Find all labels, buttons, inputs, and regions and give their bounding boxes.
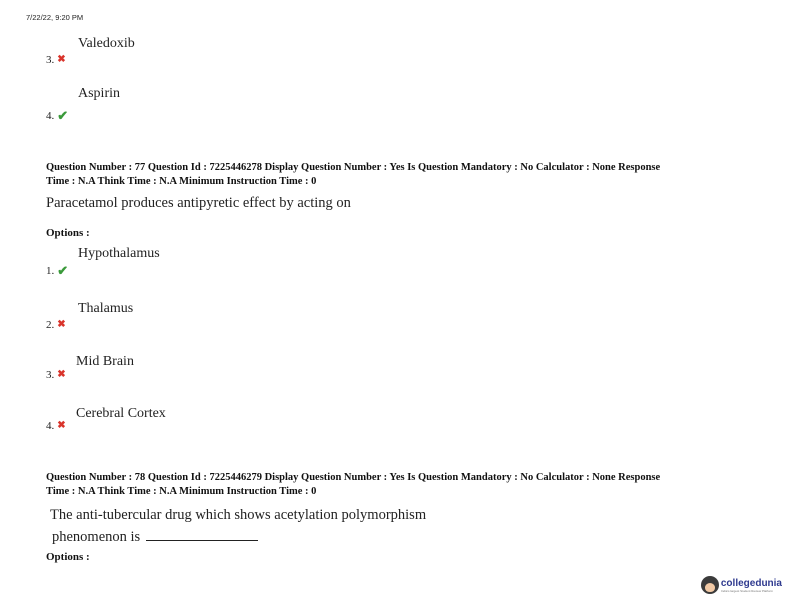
q77-option-3-number [46,369,66,381]
q77-question-text: Paracetamol produces antipyretic effect by acting on [46,195,351,211]
q77-option-1-number [46,264,68,277]
q77-option-4-text: Cerebral Cortex [76,406,166,421]
option-number: 3. [46,54,55,66]
q77-option-2-text: Thalamus [78,301,134,316]
collegedunia-logo [701,576,782,594]
wrong-mark-icon: ✖ [57,54,66,65]
q78-meta-line1: Question Number : 78 Question Id : 7225446279 Display Question Number : Yes Is Question Mandatory : No Calculator : None Response [46,472,661,483]
wrong-mark-icon: ✖ [57,369,66,380]
correct-check-icon: ✔ [57,263,69,278]
prev-option-4-text: Aspirin [78,86,120,101]
q77-option-4-number [46,420,66,432]
option-number: 1. [46,264,55,277]
print-timestamp: 7/22/22, 9:20 PM [26,13,84,22]
q77-option-1-text: Hypothalamus [78,246,160,261]
q77-option-3-text: Mid Brain [76,354,134,369]
q78-question-text-line1: The anti-tubercular drug which shows acetylation polymorphism [50,507,427,523]
prev-option-3-text: Valedoxib [78,36,135,51]
q77-meta [46,161,766,189]
logo-name: collegedunia [720,577,782,589]
option-number: 3. [46,369,55,381]
prev-option-3-number [46,54,66,66]
wrong-mark-icon: ✖ [57,420,66,431]
q77-meta-line1: Question Number : 77 Question Id : 7225446278 Display Question Number : Yes Is Question Mandatory : No Calculator : None Response [46,162,661,173]
q78-question-text-line2 [52,529,258,546]
option-number: 4. [46,420,55,432]
option-number: 2. [46,319,55,331]
prev-option-4-number [46,109,68,122]
logo-tagline: India's largest Student Review Platform [720,588,774,593]
q78-question-text-line2-content: phenomenon is [52,529,141,545]
correct-check-icon: ✔ [57,108,69,123]
q77-option-2-number [46,319,66,331]
answer-blank [146,539,258,541]
q77-options-label: Options : [46,227,90,239]
option-number: 4. [46,109,55,122]
q78-meta-line2: Time : N.A Think Time : N.A Minimum Instruction Time : 0 [46,486,317,497]
q78-options-label: Options : [46,551,90,563]
wrong-mark-icon: ✖ [57,319,66,330]
q78-meta [46,471,766,499]
student-avatar-icon [701,576,719,594]
q77-meta-line2: Time : N.A Think Time : N.A Minimum Instruction Time : 0 [46,176,317,187]
